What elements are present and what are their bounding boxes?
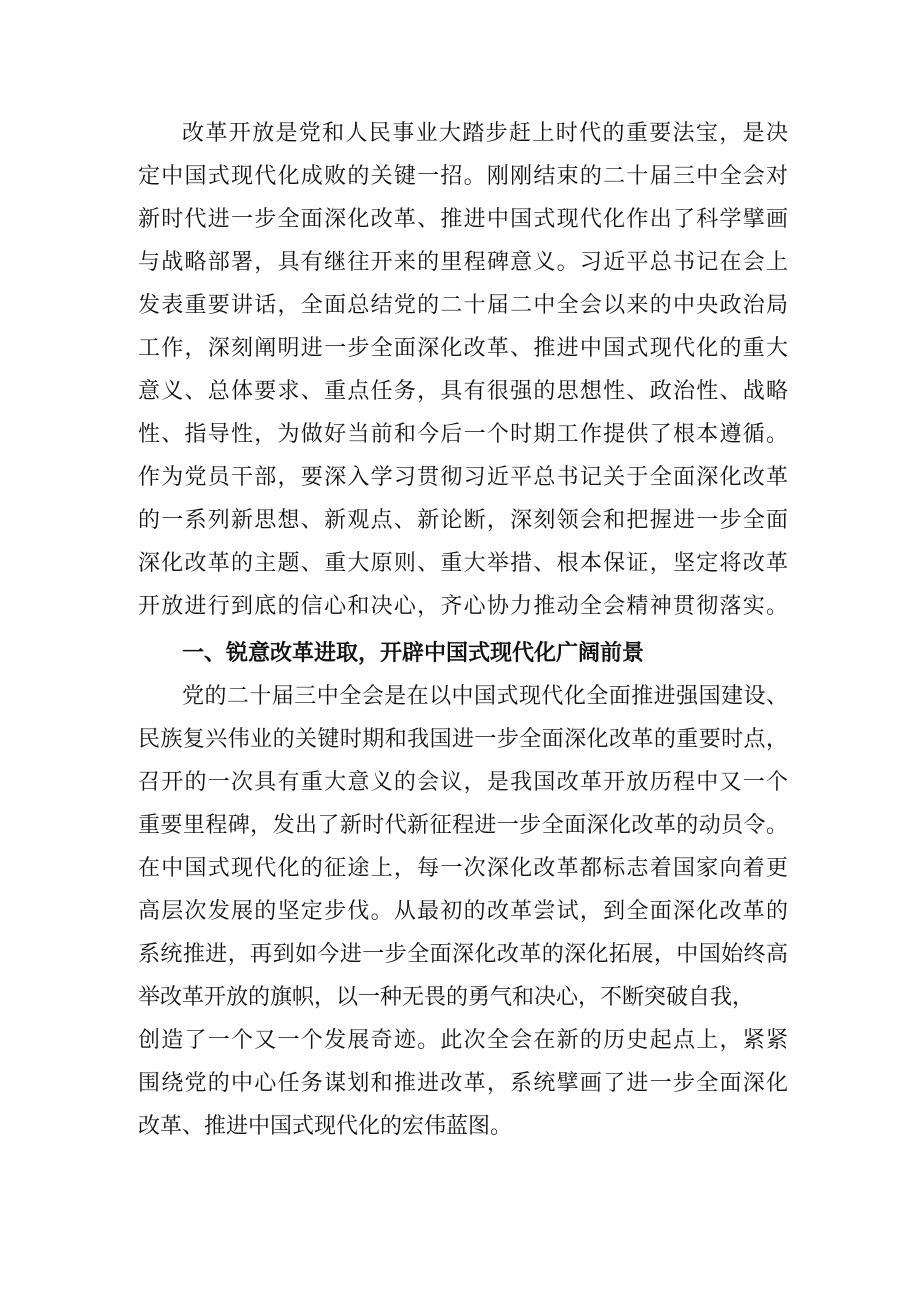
paragraph1-line-1: 改革开放是党和人民事业大踏步赶上时代的重要法宝，是决: [182, 121, 788, 146]
paragraph2-line-2: 民族复兴伟业的关键时期和我国进一步全面深化改革的重要时点，: [138, 727, 788, 752]
paragraph2-line-9: 创造了一个又一个发展奇迹。此次全会在新的历史起点上，紧紧: [138, 1028, 788, 1053]
paragraph2-line-3: 召开的一次具有重大意义的会议，是我国改革开放历程中又一个: [138, 770, 788, 795]
paragraph1-line-5: 发表重要讲话，全面总结党的二十届二中全会以来的中央政治局: [138, 293, 788, 318]
paragraph1-line-12: 开放进行到底的信心和决心，齐心协力推动全会精神贯彻落实。: [138, 594, 788, 619]
paragraph2-line-11: 改革、推进中国式现代化的宏伟蓝图。: [138, 1114, 513, 1139]
paragraph2-line-8: 举改革开放的旗帜，以一种无畏的勇气和决心，不断突破自我，: [138, 985, 755, 1010]
paragraph1-line-2: 定中国式现代化成败的关键一招。刚刚结束的二十届三中全会对: [138, 164, 788, 189]
paragraph1-line-3: 新时代进一步全面深化改革、推进中国式现代化作出了科学擘画: [138, 207, 788, 232]
paragraph2-line-4: 重要里程碑，发出了新时代新征程进一步全面深化改革的动员令。: [138, 813, 788, 838]
paragraph1-line-6: 工作，深刻阐明进一步全面深化改革、推进中国式现代化的重大: [138, 336, 788, 361]
paragraph2-line-5: 在中国式现代化的征途上，每一次深化改革都标志着国家向着更: [138, 856, 788, 881]
paragraph1-line-10: 的一系列新思想、新观点、新论断，深刻领会和把握进一步全面: [138, 508, 788, 533]
paragraph2-line-1: 党的二十届三中全会是在以中国式现代化全面推进强国建设、: [182, 684, 788, 709]
paragraph1-line-9: 作为党员干部，要深入学习贯彻习近平总书记关于全面深化改革: [138, 465, 788, 490]
section-heading: 一、锐意改革进取，开辟中国式现代化广阔前景: [182, 641, 645, 666]
paragraph2-line-7: 系统推进，再到如今进一步全面深化改革的深化拓展，中国始终高: [138, 942, 788, 967]
paragraph1-line-7: 意义、总体要求、重点任务，具有很强的思想性、政治性、战略: [138, 379, 788, 404]
paragraph1-line-11: 深化改革的主题、重大原则、重大举措、根本保证，坚定将改革: [138, 551, 788, 576]
paragraph2-line-10: 围绕党的中心任务谋划和推进改革，系统擘画了进一步全面深化: [138, 1071, 788, 1096]
paragraph1-line-4: 与战略部署，具有继往开来的里程碑意义。习近平总书记在会上: [138, 250, 788, 275]
paragraph1-line-8: 性、指导性，为做好当前和今后一个时期工作提供了根本遵循。: [138, 422, 788, 447]
paragraph2-line-6: 高层次发展的坚定步伐。从最初的改革尝试，到全面深化改革的: [138, 899, 788, 924]
